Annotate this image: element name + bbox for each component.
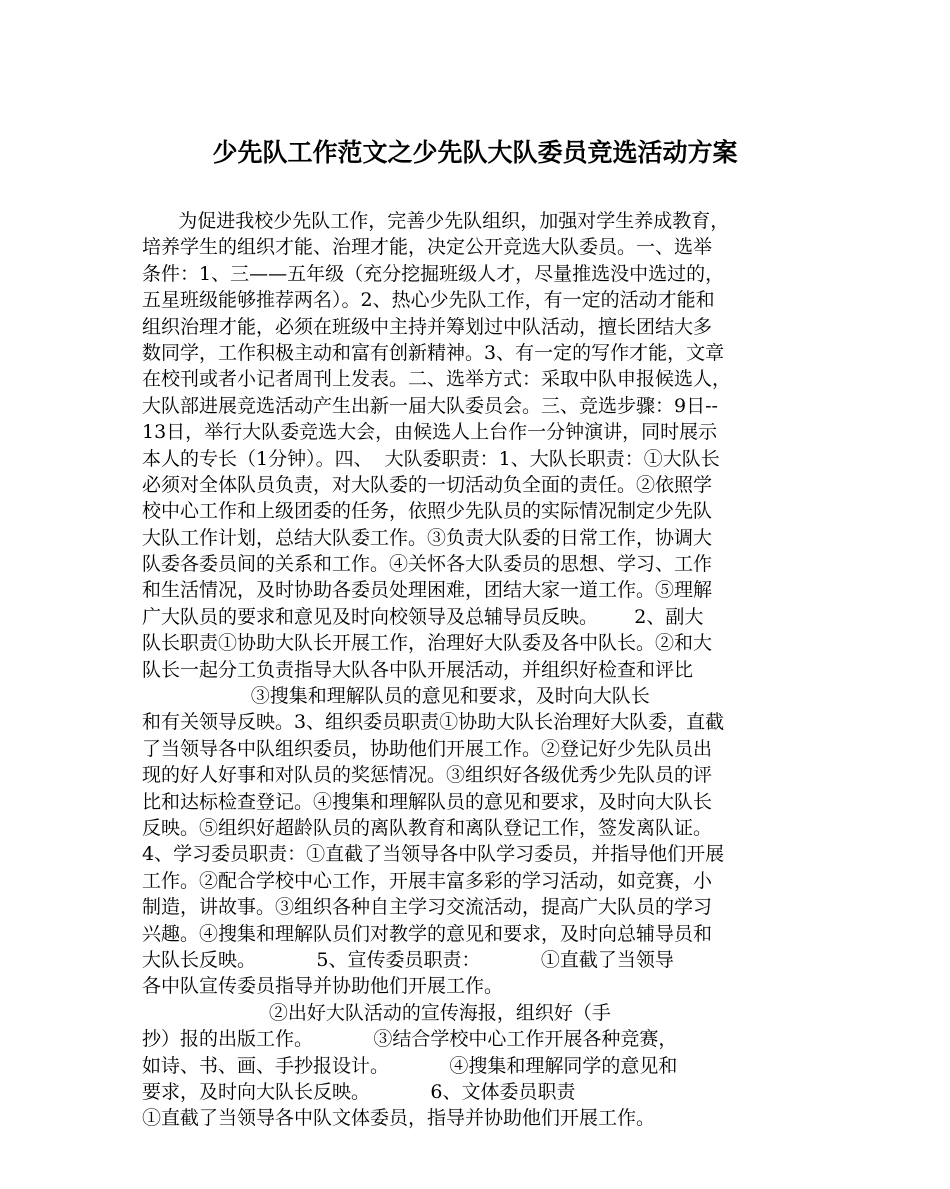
body-line: 13日，举行大队委竞选大会，由候选人上台作一分钟演讲，同时展示	[142, 421, 718, 444]
body-line: 校中心工作和上级团委的任务，依照少先队员的实际情况制定少先队	[142, 500, 713, 523]
body-line: 大队长反映。 5、宣传委员职责： ①直截了当领导	[142, 948, 674, 971]
body-line: 培养学生的组织才能、治理才能，决定公开竞选大队委员。一、选举	[142, 236, 713, 259]
body-line: 广大队员的要求和意见及时向校领导及总辅导员反映。 2、副大	[142, 605, 704, 628]
body-line: 队长一起分工负责指导大队各中队开展活动，并组织好检查和评比	[142, 658, 694, 681]
body-line: 条件：1、三——五年级（充分挖掘班级人才，尽量推选没中选过的，	[142, 262, 725, 285]
body-line: 各中队宣传委员指导并协助他们开展工作。	[142, 975, 504, 998]
body-line: 了当领导各中队组织委员，协助他们开展工作。②登记好少先队员出	[142, 737, 713, 760]
body-line: ③搜集和理解队员的意见和要求，及时向大队长	[142, 685, 650, 708]
body-line: 工作。②配合学校中心工作，开展丰富多彩的学习活动，如竞赛，小	[142, 869, 713, 892]
body-line: 反映。⑤组织好超龄队员的离队教育和离队登记工作，签发离队证。	[142, 816, 713, 839]
body-line: 为促进我校少先队工作，完善少先队组织，加强对学生养成教育，	[142, 210, 730, 232]
body-line: 比和达标检查登记。④搜集和理解队员的意见和要求，及时向大队长	[142, 790, 713, 813]
body-line: 数同学，工作积极主动和富有创新精神。3、有一定的写作才能，文章	[142, 341, 725, 364]
body-line: 和生活情况，及时协助各委员处理困难，团结大家一道工作。⑤理解	[142, 579, 713, 602]
body-line: 兴趣。④搜集和理解队员们对教学的意见和要求，及时向总辅导员和	[142, 922, 713, 945]
body-line: 要求，及时向大队长反映。 6、文体委员职责	[142, 1080, 576, 1103]
body-line: 在校刊或者小记者周刊上发表。二、选举方式：采取中队申报候选人，	[142, 368, 732, 391]
body-line: 4、学习委员职责：①直截了当领导各中队学习委员，并指导他们开展	[142, 843, 725, 866]
body-line: 必须对全体队员负责，对大队委的一切活动负全面的责任。②依照学	[142, 473, 713, 496]
body-line: 组织治理才能，必须在班级中主持并筹划过中队活动，擅长团结大多	[142, 315, 713, 338]
body-line: 如诗、书、画、手抄报设计。 ④搜集和理解同学的意见和	[142, 1054, 678, 1077]
body-line: ①直截了当领导各中队文体委员，指导并协助他们开展工作。	[142, 1107, 656, 1130]
body-line: 队长职责①协助大队长开展工作，治理好大队委及各中队长。②和大	[142, 632, 713, 655]
body-line: 队委各委员间的关系和工作。④关怀各大队委员的思想、学习、工作	[142, 553, 713, 576]
body-line: 五星班级能够推荐两名）。2、热心少先队工作，有一定的活动才能和	[142, 289, 715, 312]
body-line: 本人的专长（1分钟）。四、 大队委职责：1、大队长职责：①大队长	[142, 447, 720, 470]
body-line: ②出好大队活动的宣传海报，组织好（手	[142, 1001, 611, 1024]
document-title: 少先队工作范文之少先队大队委员竞选活动方案	[212, 138, 738, 167]
body-line: 抄）报的出版工作。 ③结合学校中心工作开展各种竞赛，	[142, 1028, 678, 1051]
body-line: 现的好人好事和对队员的奖惩情况。③组织好各级优秀少先队员的评	[142, 764, 713, 787]
body-line: 和有关领导反映。3、组织委员职责①协助大队长治理好大队委，直截	[142, 711, 725, 734]
body-line: 制造，讲故事。③组织各种自主学习交流活动，提高广大队员的学习	[142, 896, 713, 919]
document-body	[142, 208, 822, 1132]
body-line: 大队工作计划，总结大队委工作。③负责大队委的日常工作，协调大	[142, 526, 713, 549]
body-line: 大队部进展竞选活动产生出新一届大队委员会。三、竞选步骤：9日--	[142, 394, 718, 417]
